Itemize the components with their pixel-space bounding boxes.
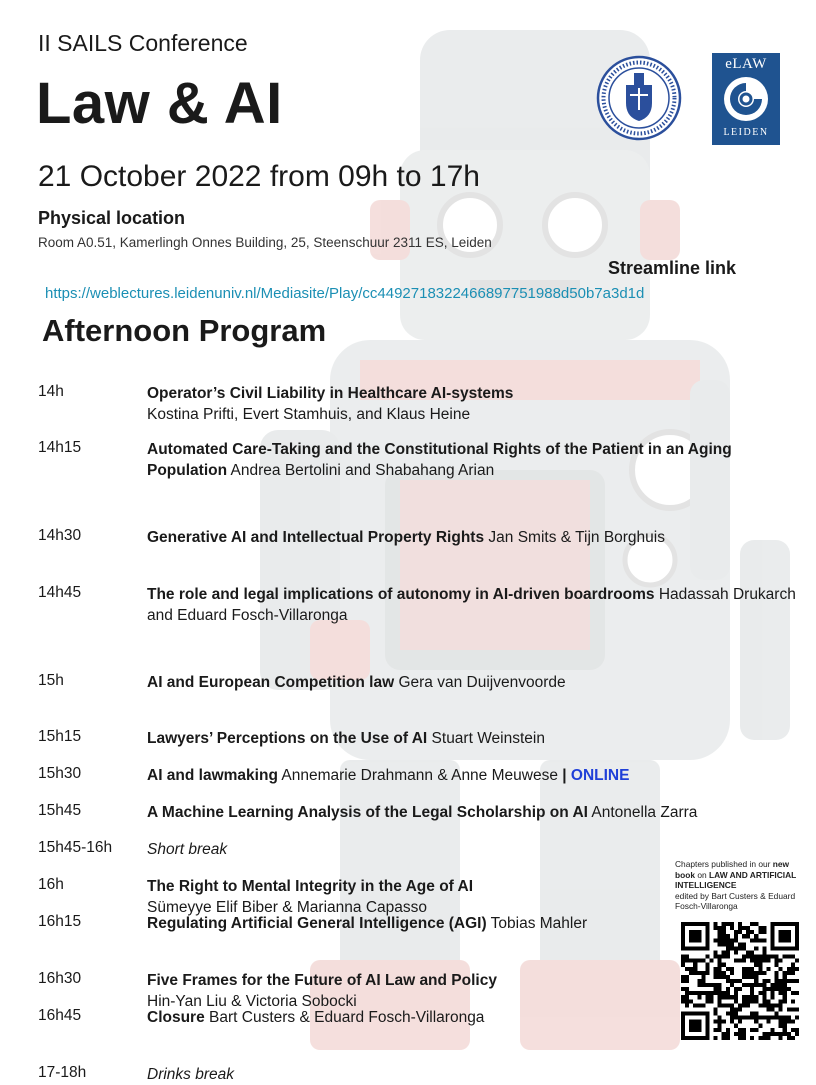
schedule-content (147, 439, 808, 481)
schedule-time: 14h (38, 383, 64, 400)
elaw-logo-leiden-text: LEIDEN (723, 127, 769, 138)
talk-speakers: Annemarie Drahmann & Anne Meuwese (281, 767, 558, 784)
elaw-logo-text: eLAW (725, 56, 767, 72)
talk-title: Five Frames for the Future of AI Law and Policy (147, 972, 497, 989)
schedule-row (38, 802, 808, 823)
break-label: Drinks break (147, 1066, 234, 1083)
talk-title: Lawyers’ Perceptions on the Use of AI (147, 730, 428, 747)
leiden-university-seal-icon (596, 55, 682, 141)
book-note-book: book (675, 869, 696, 880)
schedule-time: 16h30 (38, 970, 82, 987)
schedule-row (38, 765, 808, 786)
schedule-row (38, 584, 808, 626)
talk-speakers: Hadassah Drukarch and Eduard Fosch-Villaronga (147, 586, 796, 624)
schedule-content (147, 728, 808, 749)
talk-title: AI and European Competition law (147, 674, 395, 691)
schedule-time: 15h15 (38, 728, 82, 745)
book-note-new: new (772, 859, 790, 869)
schedule-time: 14h30 (38, 527, 82, 544)
schedule-row (38, 383, 808, 425)
book-note-prefix: Chapters published in our (675, 859, 773, 869)
schedule-time: 15h (38, 672, 64, 689)
talk-title: Generative AI and Intellectual Property Rights (147, 529, 485, 546)
talk-title: Operator’s Civil Liability in Healthcare AI-systems (147, 385, 514, 402)
talk-speakers: Bart Custers & Eduard Fosch-Villaronga (209, 1009, 485, 1026)
schedule-time: 15h45-16h (38, 839, 113, 856)
schedule-time: 15h45 (38, 802, 82, 819)
talk-speakers: Tobias Mahler (490, 915, 588, 932)
schedule-row (38, 1064, 808, 1085)
schedule-content (147, 527, 808, 548)
schedule-time: 15h30 (38, 765, 82, 782)
talk-title: A Machine Learning Analysis of the Legal Scholarship on AI (147, 804, 588, 821)
schedule-content (147, 672, 808, 693)
talk-speakers: Kostina Prifti, Evert Stamhuis, and Klaus Heine (147, 406, 471, 423)
schedule-row (38, 439, 808, 481)
stream-link[interactable]: https://weblectures.leidenuniv.nl/Mediasite/Play/cc4492718322466897751988d50b7a3d1d (45, 285, 645, 302)
book-note-on: on (695, 869, 709, 880)
conference-name: II SAILS Conference (38, 30, 248, 56)
elaw-leiden-logo (712, 53, 780, 145)
schedule-content (147, 584, 808, 626)
schedule-content (147, 765, 808, 786)
talk-title: AI and lawmaking (147, 767, 278, 784)
break-label: Short break (147, 841, 228, 858)
location-address: Room A0.51, Kamerlingh Onnes Building, 25, Steenschuur 2311 ES, Leiden (38, 235, 492, 250)
talk-speakers: Hin-Yan Liu & Victoria Sobocki (147, 993, 357, 1010)
talk-speakers: Jan Smits & Tijn Borghuis (488, 529, 665, 546)
book-title: LAW AND ARTIFICIAL INTELLIGENCE (675, 869, 797, 891)
schedule-time: 17-18h (38, 1064, 87, 1081)
talk-title: Closure (147, 1009, 205, 1026)
schedule-time: 14h15 (38, 439, 82, 456)
schedule-row (38, 672, 808, 693)
location-heading: Physical location (38, 208, 186, 228)
talk-title: Regulating Artificial General Intelligence (AGI) (147, 915, 487, 932)
talk-title: The role and legal implications of autonomy in AI-driven boardrooms (147, 586, 655, 603)
schedule-content (147, 1064, 808, 1085)
page-title: Law & AI (36, 71, 283, 136)
schedule-time: 16h (38, 876, 64, 893)
talk-title: The Right to Mental Integrity in the Age of AI (147, 878, 474, 895)
stream-heading: Streamline link (607, 258, 736, 278)
talk-title: Automated Care-Taking and the Constitutional Rights of the Patient in an Aging Population (147, 441, 732, 479)
schedule-content (147, 383, 808, 425)
qr-code-icon[interactable] (681, 922, 799, 1040)
schedule-time: 14h45 (38, 584, 82, 601)
schedule-row (38, 728, 808, 749)
schedule-time: 16h45 (38, 1007, 82, 1024)
schedule-content (147, 802, 808, 823)
talk-speakers: Antonella Zarra (591, 804, 698, 821)
book-note (675, 859, 810, 912)
online-badge: ONLINE (570, 767, 630, 784)
online-separator: | (557, 767, 571, 784)
book-editors: edited by Bart Custers & Eduard Fosch-Villaronga (675, 890, 796, 912)
schedule-row (38, 839, 808, 860)
schedule-content (147, 839, 808, 860)
event-date: 21 October 2022 from 09h to 17h (38, 160, 480, 193)
talk-speakers: Andrea Bertolini and Shabahang Arian (230, 462, 495, 479)
talk-speakers: Sümeyye Elif Biber & Marianna Capasso (147, 899, 427, 916)
program-heading: Afternoon Program (42, 313, 327, 348)
talk-speakers: Stuart Weinstein (431, 730, 545, 747)
schedule-time: 16h15 (38, 913, 82, 930)
elaw-swirl-icon (722, 75, 770, 123)
talk-speakers: Gera van Duijvenvoorde (398, 674, 566, 691)
schedule-row (38, 527, 808, 548)
